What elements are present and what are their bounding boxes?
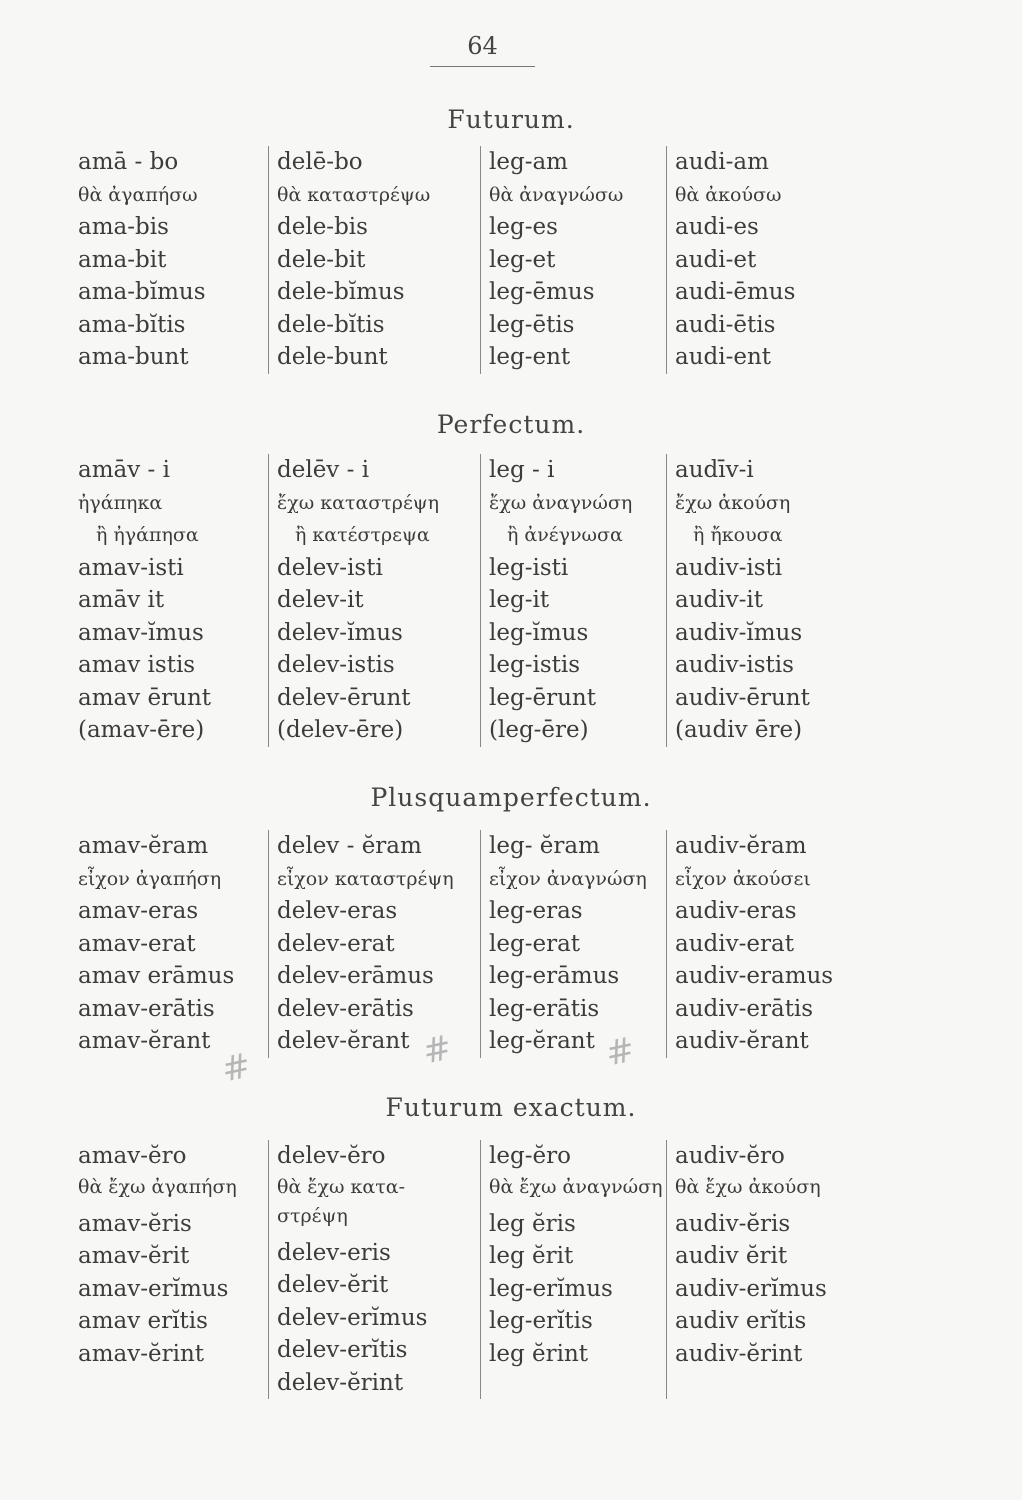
greek-translation: εἶχον καταστρέψη (277, 867, 454, 890)
verb-form: amav-ĕrint (78, 1340, 205, 1367)
verb-form: delev-erĭtis (277, 1337, 408, 1363)
greek-translation: ἔχω ἀκούση (675, 491, 791, 514)
verb-form: amav-ĕris (78, 1210, 192, 1237)
verb-form: dele-bĭmus (277, 279, 405, 305)
verb-form: leg ĕrit (489, 1243, 574, 1269)
verb-form: dele-bunt (277, 344, 388, 370)
verb-form: leg-ēmus (489, 279, 595, 305)
table-futurum (70, 146, 870, 374)
verb-form: leg-ĕrant (489, 1028, 595, 1054)
verb-form: (delev-ēre) (277, 717, 404, 743)
column-ama (70, 1140, 268, 1399)
verb-form: leg-ērunt (489, 684, 596, 711)
verb-form: delev-erat (277, 930, 395, 957)
verb-form: leg-ētis (489, 311, 575, 338)
verb-form: audi-ētis (675, 311, 776, 338)
greek-translation: θὰ ἔχω κατα- στρέψη (277, 1175, 406, 1227)
greek-translation: θὰ ἀκούσω (675, 183, 782, 206)
verb-form: ama-bit (78, 246, 167, 273)
verb-form: leg-eras (489, 898, 583, 924)
verb-form: audiv-eramus (675, 963, 834, 989)
column-dele (268, 830, 480, 1058)
verb-form: amav-ĕro (78, 1143, 187, 1169)
verb-form: delev-ĕrant (277, 1028, 410, 1054)
column-audi (666, 1140, 866, 1399)
verb-form: ama-bis (78, 214, 169, 240)
verb-form: audiv-ĕris (675, 1210, 791, 1237)
verb-form: dele-bis (277, 214, 368, 240)
verb-form: leg-isti (489, 554, 569, 581)
table-perfectum (70, 454, 870, 747)
verb-form: delev - ĕram (277, 833, 422, 859)
verb-form: amav-isti (78, 554, 184, 581)
column-dele (268, 454, 480, 747)
verb-form: audi-ēmus (675, 279, 796, 305)
verb-form: (leg-ēre) (489, 717, 589, 743)
verb-form: amav-ĕrit (78, 1243, 190, 1269)
verb-form: delev-ērunt (277, 684, 411, 711)
greek-translation: θὰ ἀναγνώσω (489, 183, 624, 206)
verb-form: delev-ĭmus (277, 619, 403, 646)
verb-form: leg-ĭmus (489, 619, 589, 646)
verb-form: (amav-ēre) (78, 717, 205, 743)
verb-form: audi-et (675, 246, 757, 273)
greek-translation: ἢ ἤκουσα (693, 524, 783, 546)
column-dele (268, 146, 480, 374)
heading-plusquamperfectum: Plusquamperfectum. (370, 783, 652, 812)
greek-translation: ἠγάπηκα (78, 491, 163, 514)
column-ama (70, 146, 268, 374)
column-leg (480, 830, 666, 1058)
greek-translation: θὰ ἀγαπήσω (78, 183, 198, 206)
greek-translation: ἔχω καταστρέψη (277, 491, 440, 514)
verb-form: ama-bĭtis (78, 311, 186, 338)
verb-form: amav-eras (78, 898, 199, 924)
verb-form: delev-erāmus (277, 963, 434, 989)
heading-perfectum: Perfectum. (436, 410, 586, 439)
verb-form: audiv-isti (675, 554, 783, 581)
verb-form: audiv-eras (675, 898, 797, 924)
column-dele (268, 1140, 480, 1399)
verb-form: leg-ent (489, 344, 571, 370)
verb-form: audiv-istis (675, 652, 794, 678)
verb-form: delev-ĕrint (277, 1369, 404, 1396)
verb-form: amav erāmus (78, 963, 235, 989)
greek-translation: ἔχω ἀναγνώση (489, 491, 633, 514)
verb-form: audiv-erātis (675, 995, 814, 1022)
verb-form: delē-bo (277, 149, 363, 175)
verb-form: audi-es (675, 214, 759, 240)
verb-form: delev-eris (277, 1239, 391, 1266)
column-leg (480, 454, 666, 747)
verb-form: dele-bĭtis (277, 311, 385, 338)
pencil-mark: # (602, 1029, 639, 1075)
table-futurum-exactum (70, 1140, 870, 1399)
verb-form: delev-ĕrit (277, 1272, 389, 1298)
verb-form: amav-erātis (78, 995, 215, 1022)
verb-form: amav-ĭmus (78, 619, 204, 646)
verb-form: delev-erātis (277, 995, 414, 1022)
column-ama (70, 830, 268, 1058)
greek-translation: εἶχον ἀγαπήση (78, 867, 222, 890)
greek-translation: θὰ ἔχω ἀγαπήση (78, 1175, 237, 1198)
verb-form: audiv-erĭmus (675, 1275, 827, 1302)
verb-form: audiv erĭtis (675, 1308, 807, 1334)
verb-form: delev-istis (277, 652, 395, 678)
verb-form: audiv-it (675, 587, 763, 613)
table-plusquamperfectum (70, 830, 870, 1058)
verb-form: audiv-ērunt (675, 684, 810, 711)
verb-form: audiv-ĕrant (675, 1028, 809, 1054)
verb-form: leg-am (489, 149, 568, 175)
greek-translation: θὰ ἔχω ἀναγνώση (489, 1175, 663, 1198)
verb-form: leg - i (489, 457, 555, 483)
verb-form: audīv-i (675, 457, 754, 483)
greek-translation: θὰ ἔχω ἀκούση (675, 1175, 821, 1198)
heading-futurum-exactum: Futurum exactum. (385, 1093, 637, 1122)
column-audi (666, 830, 866, 1058)
verb-form: leg ĕrint (489, 1340, 589, 1367)
verb-form: amav ērunt (78, 684, 212, 711)
verb-form: delev-it (277, 587, 364, 613)
verb-form: amav-ĕrant (78, 1028, 211, 1054)
greek-translation: ἢ κατέστρεψα (295, 524, 430, 546)
verb-form: leg- ĕram (489, 833, 600, 859)
verb-form: delev-erĭmus (277, 1304, 428, 1331)
page-number: 64 (430, 32, 535, 67)
greek-translation: θὰ καταστρέψω (277, 183, 431, 206)
verb-form: (audiv ēre) (675, 717, 803, 743)
pencil-mark: # (419, 1027, 456, 1073)
verb-form: amav-ĕram (78, 833, 209, 859)
verb-form: amā - bo (78, 149, 179, 175)
verb-form: audi-ent (675, 344, 772, 370)
verb-form: amav istis (78, 652, 196, 678)
verb-form: amav erĭtis (78, 1308, 208, 1334)
verb-form: dele-bit (277, 246, 366, 273)
verb-form: audiv-ĕrint (675, 1340, 803, 1367)
verb-form: delev-ĕro (277, 1143, 386, 1169)
verb-form: audiv-ĕro (675, 1143, 785, 1169)
verb-form: audiv-erat (675, 930, 794, 957)
verb-form: audiv-ĕram (675, 833, 807, 859)
heading-futurum: Futurum. (447, 105, 575, 134)
verb-form: audiv-ĭmus (675, 619, 803, 646)
verb-form: leg-erĭtis (489, 1308, 593, 1334)
verb-form: amāv it (78, 587, 165, 613)
verb-form: leg-erat (489, 930, 581, 957)
pencil-mark: # (218, 1045, 255, 1091)
verb-form: delev-isti (277, 554, 383, 581)
greek-translation: εἶχον ἀναγνώση (489, 867, 647, 890)
greek-translation: εἶχον ἀκούσει (675, 867, 811, 890)
verb-form: leg-et (489, 246, 556, 273)
column-leg (480, 1140, 666, 1399)
verb-form: leg ĕris (489, 1210, 576, 1237)
verb-form: leg-erāmus (489, 963, 620, 989)
column-audi (666, 454, 866, 747)
greek-translation: ἢ ἠγάπησα (96, 524, 199, 546)
verb-form: leg-erĭmus (489, 1275, 613, 1302)
verb-form: ama-bĭmus (78, 279, 206, 305)
verb-form: ama-bunt (78, 344, 189, 370)
verb-form: leg-erātis (489, 995, 600, 1022)
column-audi (666, 146, 866, 374)
verb-form: amav-erat (78, 930, 196, 957)
verb-form: leg-istis (489, 652, 581, 678)
verb-form: leg-it (489, 587, 550, 613)
greek-translation: ἢ ἀνέγνωσα (507, 524, 623, 546)
verb-form: amāv - i (78, 457, 170, 483)
verb-form: audi-am (675, 149, 769, 175)
verb-form: leg-es (489, 214, 558, 240)
verb-form: delēv - i (277, 457, 370, 483)
column-leg (480, 146, 666, 374)
verb-form: delev-eras (277, 898, 398, 924)
verb-form: audiv ĕrit (675, 1243, 788, 1269)
column-ama (70, 454, 268, 747)
verb-form: leg-ĕro (489, 1143, 571, 1169)
verb-form: amav-erĭmus (78, 1275, 229, 1302)
